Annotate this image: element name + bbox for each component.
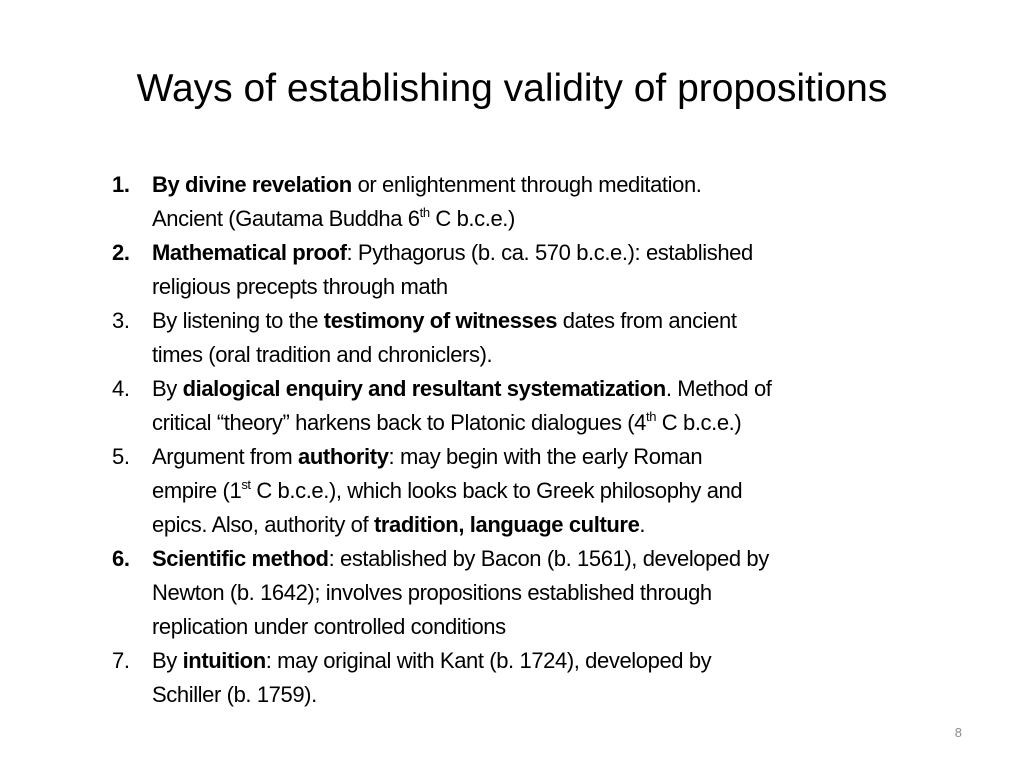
item-text: : Pythagorus (b. ca. 570 b.c.e.): established [346, 240, 753, 265]
bold-term: tradition, language culture [373, 512, 640, 537]
bold-term: Mathematical proof [152, 240, 347, 265]
list-number: 7. [112, 648, 130, 673]
list-item-2 [112, 236, 942, 304]
item-line [152, 440, 942, 474]
item-line [152, 508, 942, 542]
item-line: replication under controlled conditions [152, 614, 506, 639]
superscript: st [241, 477, 251, 492]
superscript: th [419, 205, 430, 220]
list-item-1 [112, 168, 942, 236]
item-text: : may original with Kant (b. 1724), developed by [265, 648, 712, 673]
item-text: C b.c.e.), which looks back to Greek philosophy and [250, 478, 743, 503]
item-text: Argument from [152, 444, 299, 469]
item-line [152, 304, 942, 338]
item-text: or enlightenment through meditation. [351, 172, 702, 197]
bold-term: intuition [182, 648, 266, 673]
item-line [152, 542, 942, 576]
item-text: C b.c.e.) [656, 410, 742, 435]
item-line [152, 406, 942, 440]
item-text: critical “theory” harkens back to Platonic dialogues (4 [152, 410, 647, 435]
item-text: : may begin with the early Roman [388, 444, 703, 469]
item-line [152, 202, 942, 236]
item-text: C b.c.e.) [429, 206, 515, 231]
item-text: . [639, 512, 646, 537]
list-number: 2. [112, 240, 130, 265]
superscript: th [646, 409, 657, 424]
page-number: 8 [954, 725, 962, 740]
item-text: By [152, 376, 183, 401]
item-text: . Method of [665, 376, 772, 401]
item-line: Schiller (b. 1759). [152, 682, 317, 707]
list-number: 4. [112, 376, 130, 401]
item-line [152, 236, 942, 270]
list-item-3 [112, 304, 942, 372]
list-number: 6. [112, 546, 130, 571]
item-text: : established by Bacon (b. 1561), developed by [328, 546, 769, 571]
item-line [152, 372, 942, 406]
list-item-5 [112, 440, 942, 542]
list-item-6 [112, 542, 942, 644]
list-number: 3. [112, 308, 130, 333]
item-text: By [152, 648, 183, 673]
item-text: epics. Also, authority of [152, 512, 374, 537]
list-number: 5. [112, 444, 130, 469]
item-line [152, 168, 942, 202]
bold-term: authority [298, 444, 389, 469]
item-line [152, 644, 942, 678]
item-text: Ancient (Gautama Buddha 6 [152, 206, 420, 231]
list-item-4 [112, 372, 942, 440]
list-number: 1. [112, 172, 130, 197]
item-text: empire (1 [152, 478, 242, 503]
bold-term: dialogical enquiry and resultant systematization [182, 376, 666, 401]
bold-term: Scientific method [152, 546, 329, 571]
bold-term: By divine revelation [152, 172, 352, 197]
item-text: dates from ancient [557, 308, 737, 333]
numbered-list [112, 168, 942, 712]
item-line: times (oral tradition and chroniclers). [152, 342, 493, 367]
bold-term: testimony of witnesses [323, 308, 558, 333]
list-item-7 [112, 644, 942, 712]
item-line: religious precepts through math [152, 274, 448, 299]
item-line [152, 474, 942, 508]
item-text: By listening to the [152, 308, 324, 333]
item-line: Newton (b. 1642); involves propositions established through [152, 580, 712, 605]
slide-title: Ways of establishing validity of propositions [136, 67, 888, 110]
